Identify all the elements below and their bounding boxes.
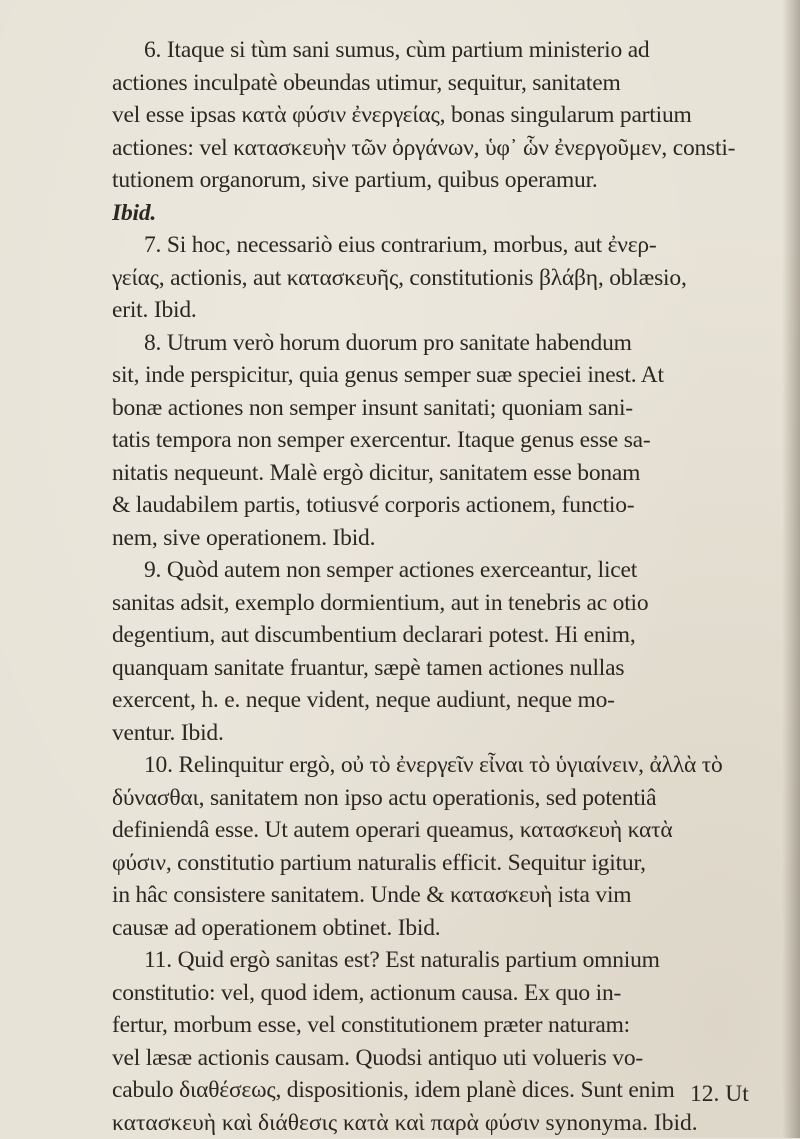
text-line: vel esse ipsas κατὰ φύσιν ἐνεργείας, bonas singularum partium	[112, 99, 772, 132]
text-line: 7. Si hoc, necessariò eius contrarium, morbus, aut ἐνερ-	[112, 229, 772, 262]
text-line: vel læsæ actionis causam. Quodsi antiquo uti volueris vo-	[112, 1042, 772, 1075]
text-line: cabulo διαθέσεως, dispositionis, idem planè dices. Sunt enim	[112, 1074, 772, 1107]
text-line: ventur. Ibid.	[112, 717, 772, 750]
body-text	[112, 34, 772, 1139]
text-line: constitutio: vel, quod idem, actionum causa. Ex quo in-	[112, 977, 772, 1010]
text-line: in hâc consistere sanitatem. Unde & κατασκευὴ ista vim	[112, 879, 772, 912]
text-line: 9. Quòd autem non semper actiones exerceantur, licet	[112, 554, 772, 587]
text-line: actiones inculpatè obeundas utimur, sequitur, sanitatem	[112, 67, 772, 100]
text-line: 6. Itaque si tùm sani sumus, cùm partium ministerio ad	[112, 34, 772, 67]
text-line: fertur, morbum esse, vel constitutionem præter naturam:	[112, 1009, 772, 1042]
page-edge-shadow	[782, 0, 800, 1138]
text-line: actiones: vel κατασκευὴν τῶν ὀργάνων, ὑφ᾽ ὧν ἐνεργοῦμεν, consti-	[112, 132, 772, 165]
text-line: tutionem organorum, sive partium, quibus operamur.	[112, 164, 772, 197]
text-line: exercent, h. e. neque vident, neque audiunt, neque mo-	[112, 684, 772, 717]
text-line: definiendâ esse. Ut autem operari queamus, κατασκευὴ κατὰ	[112, 814, 772, 847]
text-line: φύσιν, constitutio partium naturalis efficit. Sequitur igitur,	[112, 847, 772, 880]
text-line: δύνασθαι, sanitatem non ipso actu operationis, sed potentiâ	[112, 782, 772, 815]
text-line: degentium, aut discumbentium declarari potest. Hi enim,	[112, 619, 772, 652]
text-line: 8. Utrum verò horum duorum pro sanitate habendum	[112, 327, 772, 360]
text-line: sanitas adsit, exemplo dormientium, aut in tenebris ac otio	[112, 587, 772, 620]
text-line: quanquam sanitate fruantur, sæpè tamen actiones nullas	[112, 652, 772, 685]
citation-ibid: Ibid.	[112, 197, 772, 230]
text-line: bonæ actiones non semper insunt sanitati; quoniam sani-	[112, 392, 772, 425]
text-line: κατασκευὴ καὶ διάθεσις κατὰ καὶ παρὰ φύσιν synonyma. Ibid.	[112, 1107, 772, 1139]
text-line: 10. Relinquitur ergò, οὐ τὸ ἐνεργεῖν εἶναι τὸ ὑγιαίνειν, ἀλλὰ τὸ	[112, 749, 772, 782]
text-line: causæ ad operationem obtinet. Ibid.	[112, 912, 772, 945]
text-line: nitatis nequeunt. Malè ergò dicitur, sanitatem esse bonam	[112, 457, 772, 490]
text-line: nem, sive operationem. Ibid.	[112, 522, 772, 555]
text-line: sit, inde perspicitur, quia genus semper suæ speciei inest. At	[112, 359, 772, 392]
text-line: tatis tempora non semper exercentur. Itaque genus esse sa-	[112, 424, 772, 457]
text-line: erit. Ibid.	[112, 294, 772, 327]
catchword: 12. Ut	[690, 1078, 749, 1111]
text-line: & laudabilem partis, totiusvé corporis actionem, functio-	[112, 489, 772, 522]
text-line: 11. Quid ergò sanitas est? Est naturalis partium omnium	[112, 944, 772, 977]
text-line: γείας, actionis, aut κατασκευῆς, constitutionis βλάβη, oblæsio,	[112, 262, 772, 295]
